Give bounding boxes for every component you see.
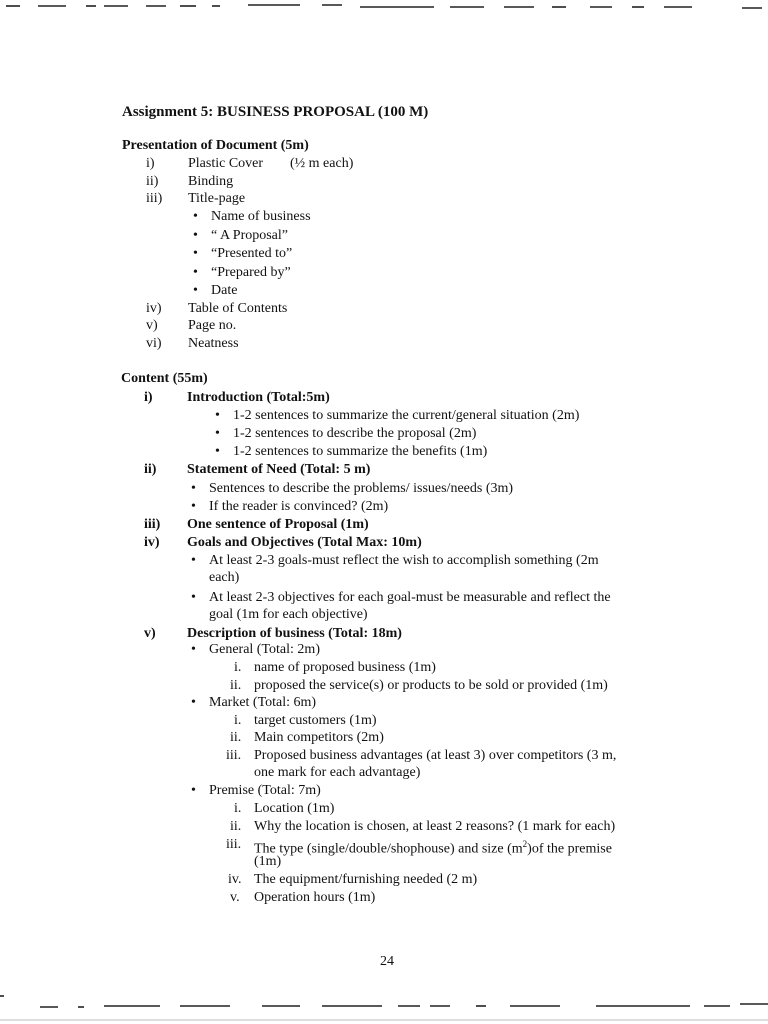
item-number: iv) (146, 301, 162, 316)
group-label: • Market (Total: 6m) (209, 694, 316, 711)
section-bullet: • At least 2-3 objectives for each goal-must be measurable and reflect the (209, 589, 611, 606)
section-number: ii) (144, 462, 157, 477)
sub-item-text: Location (1m) (254, 801, 335, 816)
section-bullet-continuation: goal (1m for each objective) (209, 607, 368, 622)
item-text: Plastic Cover (188, 156, 264, 171)
sub-item-number: i. (234, 660, 242, 675)
sub-item-text: Operation hours (1m) (254, 890, 376, 905)
section-bullet: • 1-2 sentences to summarize the current/general situation (2m) (233, 407, 579, 424)
item-text: Page no. (188, 318, 237, 333)
sub-item-continuation: one mark for each advantage) (254, 765, 421, 780)
sub-item-text: The equipment/furnishing needed (2 m) (254, 872, 478, 887)
section-number: i) (144, 390, 153, 405)
scan-edge-bottom (0, 990, 768, 1024)
item-text: Title-page (188, 191, 246, 206)
section-heading: Description of business (Total: 18m) (187, 626, 402, 641)
title-page-bullet: • Name of business (211, 208, 311, 225)
sub-item-number: ii. (230, 819, 242, 834)
sub-item-number: iii. (226, 748, 242, 763)
sub-item-text: proposed the service(s) or products to be sold or provided (1m) (254, 678, 608, 693)
scan-edge-top (0, 0, 768, 16)
section-number: iii) (144, 517, 161, 532)
item-number: v) (146, 318, 158, 333)
item-number: ii) (146, 174, 159, 189)
section-bullet: • 1-2 sentences to describe the proposal (2m) (233, 425, 476, 442)
item-number: i) (146, 156, 155, 171)
sub-item-number: i. (234, 713, 242, 728)
section-number: v) (144, 626, 156, 641)
title-page-bullet: • “ A Proposal” (211, 227, 288, 244)
sub-item-text: Main competitors (2m) (254, 730, 384, 745)
group-label: • Premise (Total: 7m) (209, 782, 321, 799)
presentation-heading: Presentation of Document (5m) (122, 138, 309, 153)
content-heading: Content (55m) (121, 371, 208, 386)
item-note: (½ m each) (290, 156, 354, 171)
section-bullet-continuation: each) (209, 570, 240, 585)
sub-item-number: iv. (228, 872, 242, 887)
section-bullet: • Sentences to describe the problems/ issues/needs (3m) (209, 480, 513, 497)
sub-item-number: ii. (230, 678, 242, 693)
sub-item-text: The type (single/double/shophouse) and size $(m^2)of$ the premise (254, 839, 612, 857)
sub-item-number: v. (230, 890, 240, 905)
section-bullet: • 1-2 sentences to summarize the benefits (1m) (233, 443, 487, 460)
section-heading: Goals and Objectives (Total Max: 10m) (187, 535, 422, 550)
section-heading: Introduction (Total:5m) (187, 390, 330, 405)
section-heading: One sentence of Proposal (1m) (187, 517, 369, 532)
title-page-bullet: • “Prepared by” (211, 264, 291, 281)
title-page-bullet: • “Presented to” (211, 245, 292, 262)
sub-item-text: Why the location is chosen, at least 2 reasons? (1 mark for each) (254, 819, 616, 834)
sub-item-text: Proposed business advantages (at least 3) over competitors (3 m, (254, 748, 617, 763)
group-label: • General (Total: 2m) (209, 641, 320, 658)
item-number: vi) (146, 336, 162, 351)
sub-item-number: i. (234, 801, 242, 816)
sub-item-text: target customers (1m) (254, 713, 377, 728)
assignment-title: Assignment 5: BUSINESS PROPOSAL (100 M) (122, 104, 429, 120)
section-number: iv) (144, 535, 160, 550)
sub-item-text: name of proposed business (1m) (254, 660, 436, 675)
title-page-bullet: • Date (211, 282, 237, 299)
sub-item-continuation: (1m) (254, 854, 282, 869)
item-text: Binding (188, 174, 234, 189)
page-number: 24 (380, 954, 394, 969)
section-bullet: • At least 2-3 goals-must reflect the wish to accomplish something (2m (209, 552, 599, 569)
section-heading: Statement of Need (Total: 5 m) (187, 462, 371, 477)
item-text: Neatness (188, 336, 239, 351)
item-text: Table of Contents (188, 301, 288, 316)
item-number: iii) (146, 191, 163, 206)
section-bullet: • If the reader is convinced? (2m) (209, 498, 388, 515)
sub-item-number: iii. (226, 837, 242, 852)
sub-item-number: ii. (230, 730, 242, 745)
